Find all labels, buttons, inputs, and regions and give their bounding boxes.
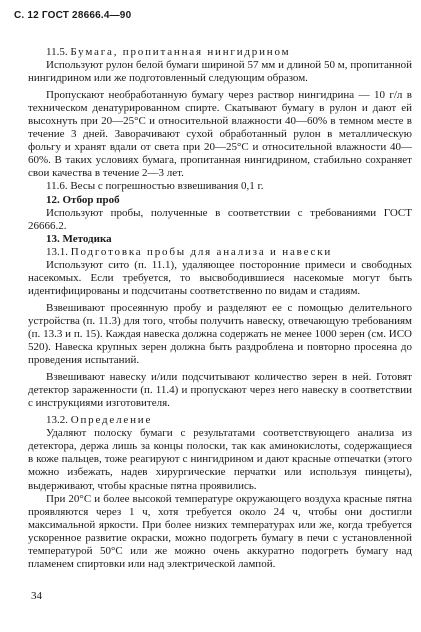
paragraph: Пропускают необработанную бумагу через раствор нингидрина — 10 г/л в техническом денатурированном спирте. Скатывают бумагу в рулон и дают ей высохнуть при 20—25°С и относительной влажности 40—60% в темном месте в течение 3 дней. Заворачивают сухой обработанный рулон в металлическую фольгу и хранят вдали от света при 20—25°С и относительной влажности 40—60%. В таких условиях бумага, пропитанная нингидрином, стабильно сохраняет свои качества в течение 2—3 лет. [28,89,412,180]
paragraph: Взвешивают навеску и/или подсчитывают количество зерен в ней. Готовят детектор зараженности (п. 11.4) и пропускают через него навеску в соответствии с инструкциями изготовителя. [28,371,412,410]
page-header: С. 12 ГОСТ 28666.4—90 [14,10,132,21]
section-heading-13-2: 13.2. Определение [46,414,153,427]
paragraph: Удаляют полоску бумаги с результатами соответствующего анализа из детектора, держа лишь за концы полоски, так как аминокислоты, содержащиеся в коже пальцев, тоже реагируют с нингидрином и дают красные отпечатки (этого можно избежать, надев хирургические перчатки или используя пинцеты), выдерживают, чтобы красные пятна проявились. [28,427,412,492]
paragraph: Используют рулон белой бумаги шириной 57 мм и длиной 50 м, пропитанной нингидрином или же подготовленный следующим образом. [28,59,412,85]
section-heading-12: 12. Отбор проб [46,193,120,206]
paragraph: Взвешивают просеянную пробу и разделяют ее с помощью делительного устройства (п. 11.3) для того, чтобы получить навеску, отвечающую требованиям (п. 13.3 и п. 15). Каждая навеска должна содержать не менее 1000 зерен (см. ИСО 520). Навеска крупных зерен должна быть раздроблена и повторно просеяна до проведения испытаний. [28,301,412,367]
section-heading-11-5: 11.5. Бумага, пропитанная нингидрином [46,46,291,58]
paragraph: Используют пробы, полученные в соответствии с требованиями ГОСТ 26666.2. [28,206,412,232]
document-body [28,46,412,571]
paragraph: Используют сито (п. 11.1), удаляющее посторонние примеси и свободных насекомых. Если требуется, то высвободившиеся насекомые могут быть идентифицированы и подсчитаны соответственно по видам и стадиям. [28,258,412,297]
paragraph: 11.6. Весы с погрешностью взвешивания 0,1 г. [46,180,264,193]
page-number: 34 [31,590,42,602]
section-heading-13-1: 13.1. Подготовка пробы для анализа и навески [46,245,333,258]
section-heading-13: 13. Методика [46,232,112,245]
paragraph: При 20°С и более высокой температуре окружающего воздуха красные пятна проявляются через 1 ч, хотя требуется около 24 ч, чтобы они достигли максимальной яркости. При более низких температурах или же, когда требуется ускоренное развитие окраски, можно подогреть бумагу в печи с установленной температурой 50°С или же можно очень аккуратно подогреть бумагу над пламенем спиртовки или над электрической лампой. [28,492,412,570]
